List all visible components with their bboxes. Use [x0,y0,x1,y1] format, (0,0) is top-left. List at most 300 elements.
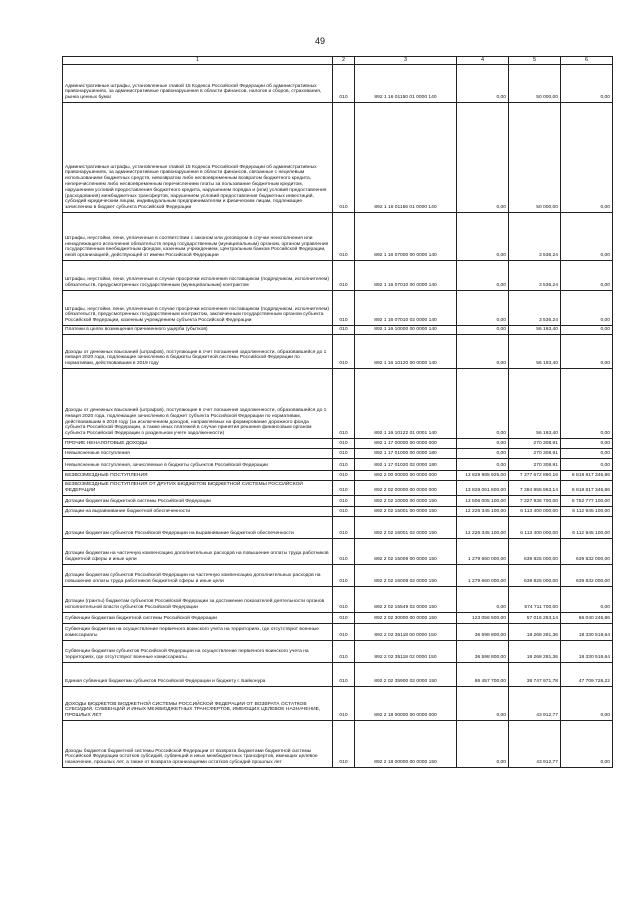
row-executed: 56 193,40 [536,431,558,437]
table-row [63,326,613,335]
row-unexecuted-cell [561,261,613,291]
row-kbk: 892 1 16 01150 01 0000 140 [374,95,437,101]
row-plan: 0,00 [496,713,506,719]
row-plan: 36 598 800,00 [474,633,506,639]
row-kbk-cell [355,471,457,481]
row-unexecuted-cell [561,65,613,103]
row-code-cell [333,449,355,459]
row-plan: 0,00 [496,283,506,289]
row-unexecuted: 18 330 518,64 [578,633,610,639]
row-unexecuted-cell [561,291,613,326]
row-code: 010 [339,463,348,469]
row-executed-cell [509,335,561,369]
table-row [63,459,613,471]
row-executed: 7 377 672 880,16 [519,473,558,479]
row-plan-cell [457,326,509,335]
row-executed-cell [509,496,561,507]
row-code-cell [333,481,355,496]
row-code: 010 [339,205,348,211]
row-code: 010 [339,431,348,437]
row-code-cell [333,459,355,471]
row-unexecuted: 6 112 945 100,00 [572,531,610,537]
row-code: 010 [339,361,348,367]
row-executed: 3 536,24 [538,253,558,259]
row-name-cell [63,496,333,507]
row-plan: 36 598 800,00 [474,655,506,661]
row-unexecuted: 0,00 [600,318,610,324]
row-unexecuted: 0,00 [600,205,610,211]
row-executed-cell [509,449,561,459]
row-code: 010 [339,760,348,766]
row-kbk: 892 2 02 30000 00 0000 150 [374,616,437,622]
row-name: Штрафы, неустойки, пени, уплаченные в соответствии с законом или договором в случае неисполнения или ненадлежащего исполнения обязательств перед государственным (муниципальным) органом, органом управления государственным внебюджетным фондом, казенным учреждением, Центральным банком Российской Федерации, иной организацией, действующей от имени Российской Федерации [65,235,329,259]
table-row [63,449,613,459]
row-name-cell [63,335,333,369]
row-unexecuted-cell [561,624,613,641]
row-code-cell [333,471,355,481]
row-unexecuted-cell [561,613,613,624]
row-unexecuted-cell [561,641,613,663]
row-unexecuted-cell [561,539,613,565]
table-row [63,517,613,539]
table-row [63,213,613,261]
row-unexecuted: 639 832 000,00 [576,557,610,563]
row-plan: 1 279 660 000,00 [467,579,506,585]
row-kbk: 892 1 17 01020 02 0000 180 [374,463,437,469]
row-unexecuted-cell [561,687,613,721]
row-kbk-cell [355,687,457,721]
row-executed: 56 193,40 [536,361,558,367]
table-row [63,539,613,565]
row-plan-cell [457,335,509,369]
row-code-cell [333,261,355,291]
row-unexecuted: 0,00 [600,760,610,766]
row-code-cell [333,65,355,103]
row-executed: 43 912,77 [536,760,558,766]
row-executed: 38 747 971,78 [526,679,558,685]
row-executed-cell [509,103,561,213]
row-plan: 0,00 [496,605,506,611]
row-unexecuted: 0,00 [600,451,610,457]
row-kbk-cell [355,507,457,517]
row-plan-cell [457,459,509,471]
row-name: Доходы от денежных взысканий (штрафов), поступающие в счет погашения задолженности, образовавшейся до 1 января 2020 года, подлежащие зачислению в бюджеты бюджетной системы Российской Федерации по нормативам, действовавшим в 2019 году [65,349,327,367]
row-unexecuted-cell [561,103,613,213]
row-code: 010 [339,441,348,447]
row-code: 010 [339,557,348,563]
row-name: Невыясненные поступления, зачисляемые в бюджеты субъектов Российской Федерации [65,463,268,469]
row-unexecuted-cell [561,496,613,507]
row-kbk: 892 2 18 00000 00 0000 000 [374,713,437,719]
row-unexecuted: 6 818 817 346,86 [571,488,610,494]
row-plan-cell [457,565,509,587]
row-plan: 123 056 500,00 [472,616,506,622]
row-executed: 270 308,91 [533,463,558,469]
row-name: Платежи в целях возмещения причиненного ущерба (убытков) [65,327,208,333]
row-kbk-cell [355,565,457,587]
table-row [63,261,613,291]
row-code-cell [333,687,355,721]
row-name: ДОХОДЫ БЮДЖЕТОВ БЮДЖЕТНОЙ СИСТЕМЫ РОССИЙСКОЙ ФЕДЕРАЦИИ ОТ ВОЗВРАТА ОСТАТКОВ СУБСИДИЙ, СУБВЕНЦИЙ И ИНЫХ МЕЖБЮДЖЕТНЫХ ТРАНСФЕРТОВ, ИМЕЮЩИХ ЦЕЛЕВОЕ НАЗНАЧЕНИЕ, ПРОШЛЫХ ЛЕТ [65,701,321,719]
row-plan: 13 829 985 925,00 [465,473,506,479]
row-executed-cell [509,721,561,768]
column-header: 3 [355,57,457,65]
row-plan: 12 226 345 100,00 [465,509,506,515]
row-name-cell [63,459,333,471]
row-name: Невыясненные поступления [65,451,130,457]
table-row [63,687,613,721]
row-name: Дотации бюджетам субъектов Российской Федерации на частичную компенсацию дополнительных расходов на повышение оплаты труда работников бюджетной сферы и иные цели [65,573,321,585]
table-row [63,613,613,624]
row-executed-cell [509,641,561,663]
row-executed-cell [509,369,561,439]
row-code: 010 [339,488,348,494]
row-name: Дотации на выравнивание бюджетной обеспеченности [65,509,191,515]
table-row [63,507,613,517]
row-kbk-cell [355,587,457,613]
row-kbk-cell [355,641,457,663]
row-name-cell [63,539,333,565]
table-row [63,335,613,369]
row-name: Субвенции бюджетам субъектов Российской Федерации на осуществление первичного воинского учета на территориях, где отсутствуют военные комиссариаты [65,649,309,661]
row-unexecuted: 0,00 [600,605,610,611]
page-number: 49 [314,36,325,46]
row-executed: 574 711 700,00 [524,605,558,611]
row-kbk: 892 1 16 07000 00 0000 140 [374,253,437,259]
row-kbk-cell [355,369,457,439]
row-kbk-cell [355,439,457,449]
row-executed-cell [509,213,561,261]
row-unexecuted-cell [561,663,613,687]
row-plan: 13 829 061 600,00 [465,488,506,494]
row-kbk-cell [355,517,457,539]
row-kbk: 892 1 16 07010 02 0000 140 [374,318,437,324]
row-unexecuted: 6 112 945 100,00 [572,509,610,515]
table-row [63,65,613,103]
row-plan-cell [457,496,509,507]
row-code: 010 [339,95,348,101]
row-name-cell [63,624,333,641]
row-code: 010 [339,616,348,622]
row-name: БЕЗВОЗМЕЗДНЫЕ ПОСТУПЛЕНИЯ [65,473,148,479]
row-executed-cell [509,539,561,565]
row-plan: 0,00 [496,451,506,457]
row-plan-cell [457,471,509,481]
row-code-cell [333,613,355,624]
row-name: Субвенции бюджетам бюджетной системы Российской Федерации [65,616,217,622]
row-executed-cell [509,507,561,517]
row-kbk: 892 2 02 35118 02 0000 150 [374,655,437,661]
row-unexecuted: 0,00 [600,253,610,259]
row-plan: 12 226 345 100,00 [465,531,506,537]
row-executed: 56 193,40 [536,327,558,333]
row-name-cell [63,449,333,459]
row-name-cell [63,471,333,481]
row-code: 010 [339,451,348,457]
row-unexecuted: 0,00 [600,441,610,447]
table-row [63,641,613,663]
row-unexecuted-cell [561,335,613,369]
row-kbk: 892 2 02 15001 00 0000 150 [374,509,437,515]
row-code-cell [333,507,355,517]
row-plan-cell [457,103,509,213]
row-executed: 7 384 955 963,14 [519,488,558,494]
row-executed-cell [509,613,561,624]
row-plan: 0,00 [496,95,506,101]
table-row [63,721,613,768]
row-executed: 43 912,77 [536,713,558,719]
row-executed: 639 825 000,00 [524,557,558,563]
row-kbk: 892 1 16 01156 01 0000 140 [374,205,437,211]
row-unexecuted-cell [561,721,613,768]
row-unexecuted: 0,00 [600,283,610,289]
row-name-cell [63,291,333,326]
row-kbk: 892 2 02 35118 00 0000 150 [374,633,437,639]
row-executed-cell [509,291,561,326]
row-kbk-cell [355,291,457,326]
row-name: Штрафы, неустойки, пени, уплаченные в случае просрочки исполнения поставщиком (подрядчиком, исполнителем) обязательств, предусмотренных государственным контрактом, заключенным государственным органом субъекта Российской Федерации, казенным учреждением субъекта Российской Федерации [65,306,329,324]
row-code-cell [333,587,355,613]
column-header: 5 [509,57,561,65]
row-plan-cell [457,261,509,291]
row-unexecuted: 18 330 518,64 [578,655,610,661]
row-code-cell [333,103,355,213]
row-plan: 0,00 [496,318,506,324]
row-code: 010 [339,713,348,719]
row-plan: 0,00 [496,327,506,333]
row-code: 010 [339,318,348,324]
row-kbk-cell [355,65,457,103]
row-unexecuted: 0,00 [600,361,610,367]
row-name: Дотации бюджетам субъектов Российской Федерации на выравнивание бюджетной обеспеченности [65,531,294,537]
table-row [63,565,613,587]
row-executed-cell [509,326,561,335]
row-name-cell [63,481,333,496]
row-name-cell [63,721,333,768]
row-name: Штрафы, неустойки, пени, уплаченные в случае просрочки исполнения поставщиком (подрядчиком, исполнителем) обязательств, предусмотренных государственным (муниципальным) контрактом [65,277,329,289]
row-kbk-cell [355,624,457,641]
table-row [63,496,613,507]
row-executed: 18 268 281,36 [526,655,558,661]
row-name: Дотации (гранты) бюджетам субъектов Российской Федерации за достижение показателей деятельности органов исполнительной власти субъектов Российской Федерации [65,599,325,611]
row-name: Доходы бюджетов бюджетной системы Российской Федерации от возврата бюджетами бюджетной системы Российской Федерации остатков субсидий, субвенций и иных межбюджетных трансфертов, имеющих целевое назначение, прошлых лет, а также от возврата организациями остатков субсидий прошлых лет [65,748,318,766]
row-name-cell [63,507,333,517]
row-kbk-cell [355,481,457,496]
row-code: 010 [339,679,348,685]
row-name-cell [63,613,333,624]
row-unexecuted: 0,00 [600,95,610,101]
row-plan: 1 279 660 000,00 [467,557,506,563]
row-executed-cell [509,439,561,449]
row-name-cell [63,369,333,439]
table-row [63,369,613,439]
row-code: 010 [339,253,348,259]
row-plan-cell [457,663,509,687]
row-kbk: 892 2 02 15549 02 0000 150 [374,605,437,611]
row-plan-cell [457,449,509,459]
row-executed-cell [509,517,561,539]
row-unexecuted-cell [561,481,613,496]
row-plan-cell [457,291,509,326]
row-executed-cell [509,65,561,103]
row-code-cell [333,291,355,326]
row-plan-cell [457,624,509,641]
row-executed: 50 000,00 [536,95,558,101]
table-header-row [63,57,613,65]
row-name: Субвенции бюджетам на осуществление первичного воинского учета на территориях, где отсутствуют военные комиссариаты [65,627,319,639]
column-header: 4 [457,57,509,65]
row-code-cell [333,663,355,687]
row-plan: 0,00 [496,361,506,367]
row-name-cell [63,65,333,103]
row-plan-cell [457,613,509,624]
row-plan: 0,00 [496,205,506,211]
row-code-cell [333,335,355,369]
row-code: 010 [339,655,348,661]
row-name-cell [63,687,333,721]
row-kbk: 892 1 17 01000 00 0000 180 [374,451,437,457]
row-kbk-cell [355,103,457,213]
row-plan-cell [457,687,509,721]
row-executed: 6 113 400 000,00 [520,531,558,537]
row-kbk: 892 2 02 15001 02 0000 150 [374,531,437,537]
row-plan-cell [457,517,509,539]
row-name-cell [63,439,333,449]
row-kbk: 892 1 16 07010 00 0000 140 [374,283,437,289]
row-executed-cell [509,687,561,721]
row-kbk-cell [355,496,457,507]
row-kbk-cell [355,326,457,335]
row-code-cell [333,641,355,663]
row-name-cell [63,213,333,261]
row-code: 010 [339,579,348,585]
row-kbk: 892 1 16 10120 00 0000 140 [374,361,437,367]
row-kbk-cell [355,449,457,459]
row-code: 010 [339,531,348,537]
row-kbk: 892 2 02 10000 00 0000 150 [374,499,437,505]
row-code: 010 [339,509,348,515]
row-kbk: 892 2 02 15009 02 0000 150 [374,579,437,585]
row-executed-cell [509,587,561,613]
row-name: Единая субвенция бюджетам субъектов Российской Федерации и бюджету г. Байконура [65,679,266,685]
column-header: 2 [333,57,355,65]
table-row [63,103,613,213]
row-executed-cell [509,663,561,687]
row-executed-cell [509,624,561,641]
row-kbk: 892 1 16 10122 01 0001 140 [374,431,437,437]
column-header: 1 [63,57,333,65]
row-code: 010 [339,605,348,611]
row-plan-cell [457,641,509,663]
row-code-cell [333,326,355,335]
table-row [63,471,613,481]
row-plan-cell [457,213,509,261]
row-kbk: 892 2 18 00000 00 0000 150 [374,760,437,766]
row-code: 010 [339,283,348,289]
row-unexecuted: 0,00 [600,713,610,719]
row-plan: 0,00 [496,431,506,437]
row-name: Доходы от денежных взысканий (штрафов), поступающие в счет погашения задолженности, образовавшейся до 1 января 2020 года, подлежащие зачислению в бюджет субъекта Российской Федерации по нормативам, действовавшим в 2019 году (за исключением доходов, направляемых на формирование дорожного фонда субъекта Российской Федерации, а также иных платежей в случае принятия решения финансовым органом субъекта Российской Федерации о раздельном учете задолженности) [65,408,327,437]
row-plan: 0,00 [496,441,506,447]
row-name: Дотации бюджетам на частичную компенсацию дополнительных расходов на повышение оплаты труда работников бюджетной сферы и иные цели [65,551,329,563]
row-name: Административные штрафы, установленные главой 15 Кодекса Российской Федерации об административных правонарушениях, за административные правонарушения в области финансов, связанные с нецелевым использованием бюджетных средств, невозвратом либо несвоевременным возвратом бюджетного кредита, неперечислением либо несвоевременным перечислением платы за пользование бюджетным кредитом, нарушением условий предоставления бюджетного кредита, нарушением порядка и (или) условий предоставления (расходования) межбюджетных трансфертов, нарушением условий предоставления бюджетных инвестиций, субсидий юридическим лицам, индивидуальным предпринимателям и физическим лицам, подлежащие зачислению в бюджет субъекта Российской Федерации [65,164,327,211]
row-unexecuted-cell [561,326,613,335]
row-name-cell [63,587,333,613]
table-row [63,291,613,326]
row-name: Дотации бюджетам бюджетной системы Российской Федерации [65,499,211,505]
row-kbk: 892 2 00 00000 00 0000 000 [374,473,437,479]
row-code-cell [333,369,355,439]
table-row [63,439,613,449]
row-unexecuted-cell [561,471,613,481]
row-plan-cell [457,481,509,496]
row-unexecuted-cell [561,449,613,459]
row-plan-cell [457,587,509,613]
row-code-cell [333,517,355,539]
row-plan-cell [457,369,509,439]
row-code-cell [333,496,355,507]
row-unexecuted-cell [561,459,613,471]
row-kbk-cell [355,539,457,565]
row-unexecuted-cell [561,369,613,439]
row-kbk-cell [355,459,457,471]
row-plan-cell [457,721,509,768]
column-header: 6 [561,57,613,65]
table-row [63,624,613,641]
row-executed: 50 000,00 [536,205,558,211]
table-row [63,481,613,496]
row-executed: 270 308,91 [533,451,558,457]
row-code-cell [333,439,355,449]
row-executed: 18 268 281,36 [526,633,558,639]
row-code-cell [333,539,355,565]
row-name-cell [63,565,333,587]
row-name: БЕЗВОЗМЕЗДНЫЕ ПОСТУПЛЕНИЯ ОТ ДРУГИХ БЮДЖЕТОВ БЮДЖЕТНОЙ СИСТЕМЫ РОССИЙСКОЙ ФЕДЕРАЦИИ [65,482,303,494]
row-unexecuted-cell [561,439,613,449]
row-name-cell [63,103,333,213]
row-executed-cell [509,481,561,496]
row-code-cell [333,213,355,261]
row-unexecuted: 47 709 728,22 [578,679,610,685]
row-name: ПРОЧИЕ НЕНАЛОГОВЫЕ ДОХОДЫ [65,441,148,447]
row-unexecuted: 0,00 [600,463,610,469]
row-name: Административные штрафы, установленные главой 15 Кодекса Российской Федерации об административных правонарушениях, за административные правонарушения в области финансов, налогов и сборов, страхования, рынка ценных бумаг [65,83,322,101]
row-executed-cell [509,471,561,481]
row-executed: 639 825 000,00 [524,579,558,585]
row-unexecuted: 639 832 000,00 [576,579,610,585]
row-code-cell [333,624,355,641]
row-kbk: 892 2 02 35900 02 0000 150 [374,679,437,685]
row-unexecuted-cell [561,517,613,539]
row-unexecuted: 6 818 817 346,86 [571,473,610,479]
row-kbk: 892 1 17 00000 00 0000 000 [374,441,437,447]
row-executed-cell [509,565,561,587]
row-executed: 270 308,91 [533,441,558,447]
row-unexecuted: 0,00 [600,327,610,333]
row-code: 010 [339,327,348,333]
row-unexecuted: 6 752 777 100,00 [571,499,610,505]
row-unexecuted-cell [561,507,613,517]
row-code-cell [333,565,355,587]
row-name-cell [63,663,333,687]
row-kbk-cell [355,663,457,687]
row-name-cell [63,641,333,663]
row-executed: 6 113 400 000,00 [520,509,558,515]
row-plan-cell [457,507,509,517]
row-kbk-cell [355,213,457,261]
row-unexecuted-cell [561,213,613,261]
row-executed-cell [509,261,561,291]
